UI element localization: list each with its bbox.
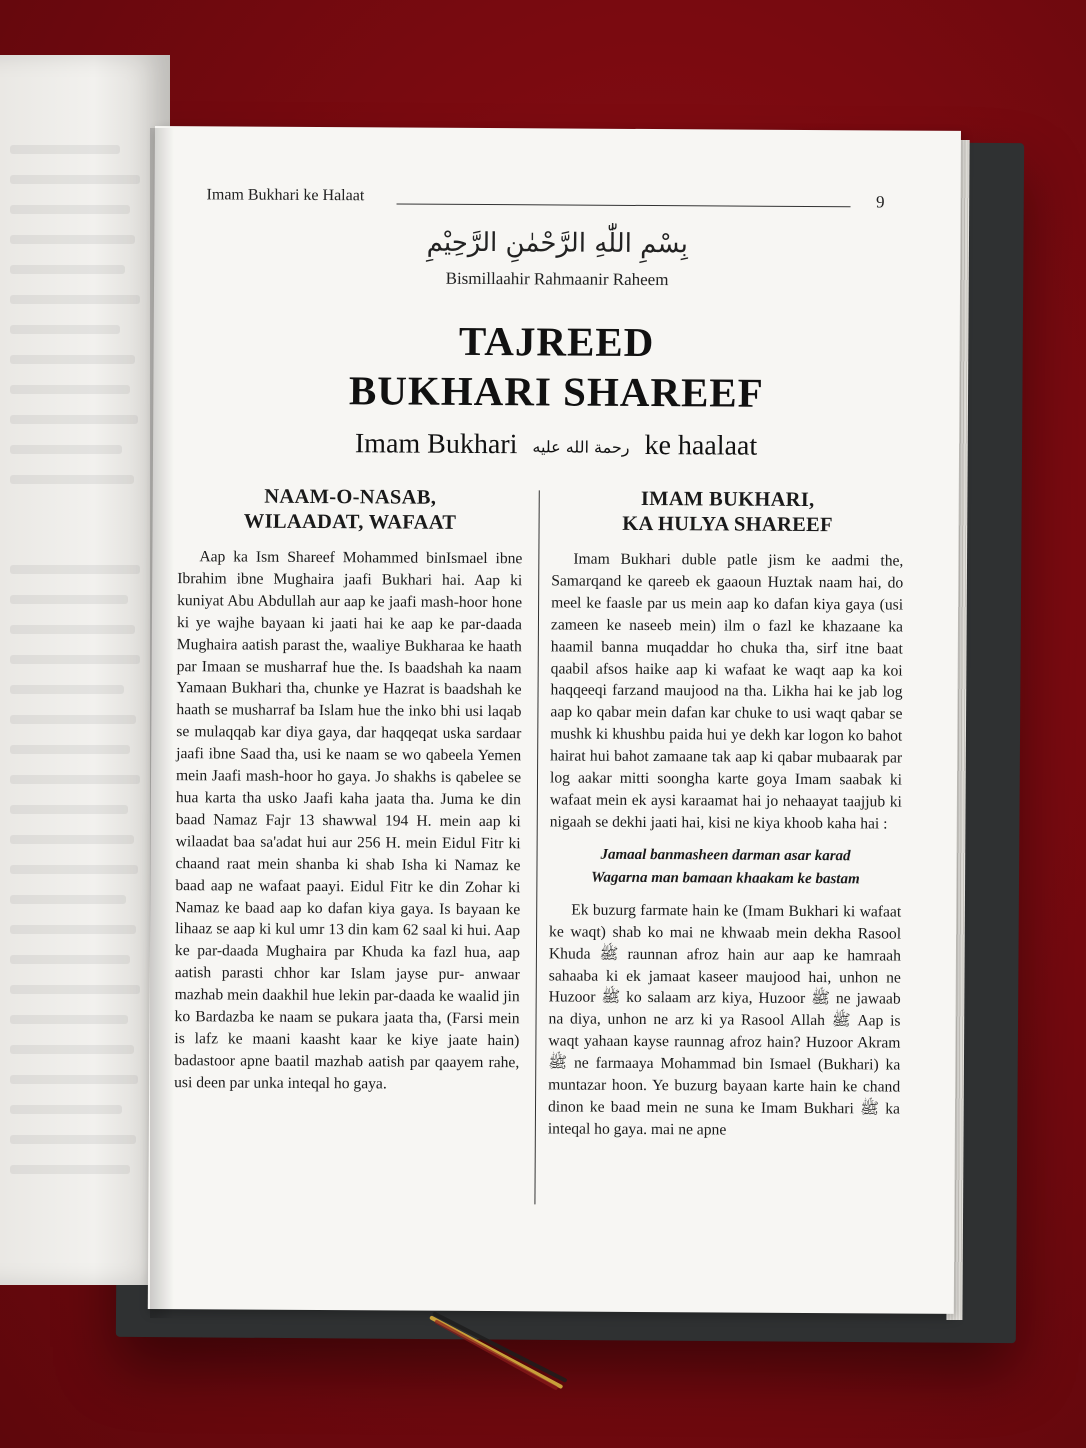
title-line-1: TAJREED	[458, 317, 655, 366]
bookmark-ribbon	[425, 1305, 585, 1385]
book-spine-shadow	[150, 128, 174, 1318]
page-number: 9	[875, 192, 885, 212]
honorific-calligraphy: رحمة الله عليه	[532, 437, 630, 457]
right-page	[148, 126, 961, 1314]
left-heading	[178, 484, 523, 536]
subtitle-pre: Imam Bukhari	[354, 428, 518, 461]
subtitle	[153, 427, 959, 464]
right-paragraph-1: Imam Bukhari duble patle jism ke aadmi the, Samarqand ke qareeb ek gaaoun Huztak naam hai, do meel ke faasle par us mein aap ko dafan kiya gaya (usi zameen ke naseeb mein) ilm o fazl ke khazaane ka haamil banna muqaddar ho chuka tha, sirf itne baat qaabil afsos haike aap ki wafaat ke waqt aap ka koi haqqeeqi farzand maujood na tha. Likha hai ke jab log aap ko qabar mein dafan kar chuke to usi waqt qabar se mushk ki khushbu paida hui ye dekh kar logon ko bahot hairat hui bahot zamaane tak aap ki qabar mubaarak par log aakar mitti soongha karte goya Imam saabak ki wafaat mein ek aysi karaamat hai jo nehaayat taajjub ki nigaah se dekhi jaati hai, kisi ne kiya khoob kaha hai :	[549, 550, 904, 833]
right-heading	[552, 486, 904, 538]
right-heading-line-1: IMAM BUKHARI,	[640, 487, 815, 512]
right-column	[548, 486, 904, 1142]
verse-line-1: Jamaal banmasheen darman asar karad	[600, 846, 851, 865]
basmala-arabic: بِسْمِ اللّٰهِ الرَّحْمٰنِ الرَّحِيْمِ	[426, 227, 689, 260]
left-heading-line-2: WILAADAT, WAFAAT	[243, 510, 457, 534]
column-divider	[534, 490, 539, 1204]
faded-text	[0, 55, 170, 1285]
running-head: Imam Bukhari ke Halaat	[206, 186, 365, 205]
left-page	[0, 55, 170, 1285]
page-title	[153, 314, 960, 419]
title-line-2: BUKHARI SHAREEF	[348, 367, 764, 416]
right-paragraph-2: Ek buzurg farmate hain ke (Imam Bukhari ki wafaat ke waqt) shab ko mai ne khwaab mein dekha Rasool Khuda ﷺ raunnan afroz hain aur aap ke hamraah sahaaba ki ek jamaat kaseer maujood hai, unhon ne Huzoor ﷺ ko salaam arz kiya, Huzoor ﷺ ne jawaab na diya, unhon ne arz ki ya Rasool Allah ﷺ Aap is waqt yahaan kayse raunnag afroz hain? Huzoor Akram ﷺ ne farmaaya Mohammad bin Ismael (Bukhari) ka muntazar hoon. Ye buzurg bayaan karte hain ke chand dinon ke baad mein ne suna ke Imam Bukhari ﷺ ka inteqal ho gaya. mai ne apne	[547, 901, 902, 1139]
header-rule	[397, 203, 851, 207]
basmala-transliteration: Bismillaahir Rahmaanir Raheem	[445, 268, 669, 290]
left-column	[174, 484, 523, 1096]
left-heading-line-1: NAAM-O-NASAB,	[264, 485, 437, 509]
left-paragraph: Aap ka Ism Shareef Mohammed binIsmael ibne Ibrahim ibne Mughaira jaafi Bukhari hai. Aap ki kuniyat Abu Abdullah aur aap ke jaafi mash-hoor hone ki ye wajhe bayaan ki jaati hai ke aap ke par-daada Mughaira aatish parast the, waaliye Bukharaa ke haath par Imaan se musharraf hue the. Is baadshah ka naam Yamaan Bukhari tha, chunke ye Hazrat is baadshah ke haath se musharraf ba Islam hue the inko bhi usi laqab se mulaqqab kar diya gaya, dar haqqeqat uska sardaar jaafi ibne Saad tha, usi ke naam se wo qabeela Yemen mein Jaafi mash-hoor ho gaya. Jo shakhs is qabelee se hua karta tha usko Jaafi kaha jaata tha. Juma ke din baad Namaz Fajr 13 shawwal 194 H. mein aap ki wilaadat baa sa'adat hui aur 256 H. mein Eidul Fitr ki chaand raat mein shanba ki shab Isha ki Namaz ke baad aap ne wafaat paayi. Eidul Fitr ke din Zohar ki Namaz ke baad aap ko dafan kiya gaya. Is bayaan ke lihaaz se aap ki kul umr 13 din kam 62 saal ki hui. Aap ke par-daada Mughaira par Khuda ka fazl hua, aap aatish parasti chhor kar Islam jayse pur- anwaar mazhab mein daakhil hue lekin par-daada ke waalid jin ko Bardazba ke naam se pukara jaata tha, (Farsi mein is lafz ke maani kaasht kaar ke kiye jaate hain) badastoor apne baatil mazhab aatish par qaayem rahe, usi deen par unka inteqal ho gaya.	[174, 548, 523, 1093]
subtitle-post: ke haalaat	[644, 429, 758, 462]
verse-line-2: Wagarna man bamaan khaakam ke bastam	[591, 869, 860, 888]
right-heading-line-2: KA HULYA SHAREEF	[622, 512, 833, 537]
verse	[549, 843, 901, 891]
